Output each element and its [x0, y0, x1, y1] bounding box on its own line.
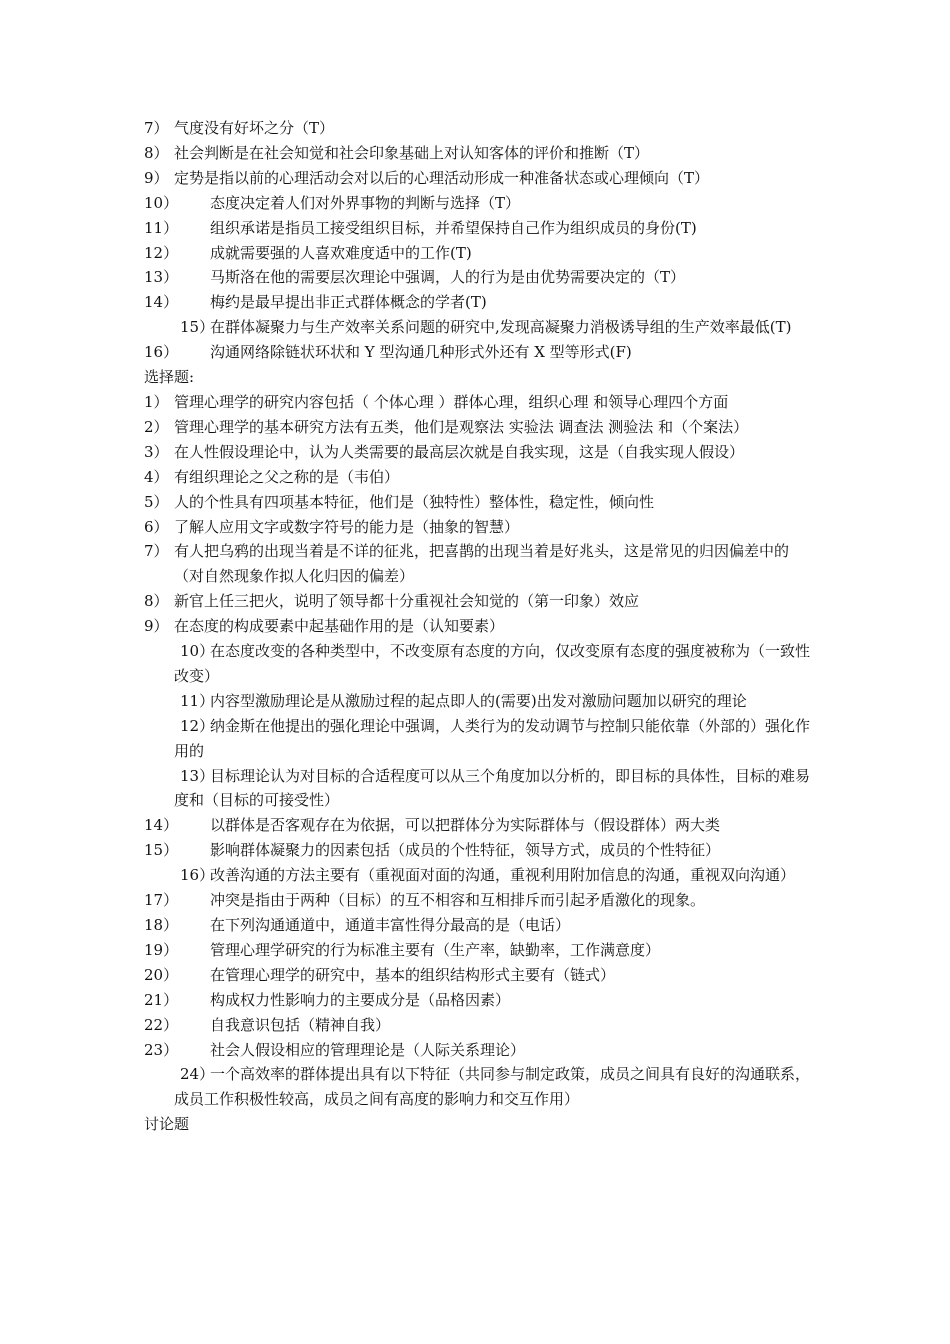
- choice-item-1: [144, 390, 812, 415]
- true-false-item-15: [144, 315, 812, 340]
- choice-item-4: [144, 465, 812, 490]
- true-false-item-12: [144, 241, 812, 266]
- item-number: 3）: [144, 442, 169, 461]
- item-text: 管理心理学的基本研究方法有五类，他们是观察法 实验法 调查法 测验法 和（个案法）: [174, 417, 749, 436]
- true-false-item-9: [144, 166, 812, 191]
- item-text: 社会人假设相应的管理理论是（人际关系理论）: [210, 1040, 526, 1059]
- item-number: 17）: [144, 891, 179, 910]
- item-number: 12）: [144, 243, 179, 262]
- item-text: 了解人应用文字或数字符号的能力是（抽象的智慧）: [174, 517, 520, 536]
- item-text: 组织承诺是指员工接受组织目标，并希望保持自己作为组织成员的身份(T): [210, 218, 697, 237]
- item-text: 定势是指以前的心理活动会对以后的心理活动形成一种准备状态或心理倾向（T）: [174, 168, 710, 187]
- item-text: 马斯洛在他的需要层次理论中强调，人的行为是由优势需要决定的（T）: [210, 268, 686, 287]
- true-false-section: [144, 116, 812, 365]
- discussion-section-heading: 讨论题: [144, 1115, 190, 1134]
- item-number: 15）: [144, 841, 179, 860]
- item-number: 23）: [144, 1040, 179, 1059]
- item-number: 7）: [144, 119, 169, 137]
- item-text: 在态度的构成要素中起基础作用的是（认知要素）: [174, 617, 505, 636]
- choice-item-23: [144, 1038, 812, 1063]
- item-number: 9）: [144, 617, 169, 636]
- item-text: 管理心理学研究的行为标准主要有（生产率，缺勤率，工作满意度）: [210, 940, 661, 959]
- item-number: 24）: [180, 1065, 215, 1084]
- true-false-item-14: [144, 290, 812, 315]
- item-number: 14）: [144, 816, 179, 835]
- choice-section-heading: 选择题:: [144, 368, 195, 387]
- choice-section: [144, 390, 812, 1112]
- item-text: 人的个性具有四项基本特征，他们是（独特性）整体性，稳定性，倾向性: [174, 492, 655, 511]
- true-false-item-16: [144, 340, 812, 365]
- choice-item-6: [144, 515, 812, 540]
- true-false-item-8: [144, 141, 812, 166]
- item-text: 在态度改变的各种类型中，不改变原有态度的方向，仅改变原有态度的强度被称为（一致性改变）: [174, 642, 811, 685]
- item-text: 新官上任三把火，说明了领导都十分重视社会知觉的（第一印象）效应: [174, 592, 640, 611]
- choice-item-19: [144, 938, 812, 963]
- item-number: 6）: [144, 517, 169, 536]
- item-number: 10）: [180, 642, 215, 661]
- choice-item-14: [144, 813, 812, 838]
- item-number: 22）: [144, 1015, 179, 1034]
- item-text: 以群体是否客观存在为依据，可以把群体分为实际群体与（假设群体）两大类: [210, 816, 721, 835]
- item-text: 态度决定着人们对外界事物的判断与选择（T）: [210, 193, 521, 212]
- item-number: 18）: [144, 916, 179, 934]
- item-text: 内容型激励理论是从激励过程的起点即人的(需要)出发对激励问题加以研究的理论: [210, 691, 747, 710]
- item-text: 冲突是指由于两种（目标）的互不相容和互相排斥而引起矛盾激化的现象。: [210, 891, 706, 910]
- item-number: 13）: [144, 268, 179, 287]
- choice-item-5: [144, 490, 812, 515]
- item-number: 9）: [144, 168, 169, 187]
- item-text: 一个高效率的群体提出具有以下特征（共同参与制定政策，成员之间具有良好的沟通联系，成员工作积极性较高，成员之间有高度的影响力和交互作用）: [174, 1065, 811, 1109]
- choice-item-10: [144, 639, 812, 689]
- choice-item-7: [144, 539, 812, 589]
- item-number: 8）: [144, 143, 169, 162]
- choice-item-24: [144, 1062, 812, 1112]
- choice-item-20: [144, 963, 812, 988]
- item-number: 10）: [144, 193, 179, 212]
- item-number: 7）: [144, 542, 169, 561]
- item-text: 有人把乌鸦的出现当着是不详的征兆，把喜鹊的出现当着是好兆头，这是常见的归因偏差中的（对自然现象作拟人化归因的偏差）: [174, 542, 790, 586]
- item-number: 12）: [180, 716, 215, 735]
- choice-item-17: [144, 888, 812, 913]
- item-text: 在人性假设理论中，认为人类需要的最高层次就是自我实现，这是（自我实现人假设）: [174, 442, 745, 461]
- item-text: 梅约是最早提出非正式群体概念的学者(T): [210, 293, 487, 312]
- choice-item-3: [144, 440, 812, 465]
- choice-item-22: [144, 1013, 812, 1038]
- item-number: 14）: [144, 293, 179, 312]
- item-text: 管理心理学的研究内容包括（ 个体心理 ）群体心理，组织心理 和领导心理四个方面: [174, 392, 729, 411]
- item-text: 沟通网络除链状环状和 Y 型沟通几种形式外还有 X 型等形式(F): [210, 343, 632, 362]
- item-number: 1）: [144, 392, 169, 411]
- item-text: 在下列沟通通道中，通道丰富性得分最高的是（电话）: [210, 916, 571, 934]
- item-text: 在群体凝聚力与生产效率关系问题的研究中,发现高凝聚力消极诱导组的生产效率最低(T): [210, 318, 792, 337]
- item-number: 16）: [144, 343, 179, 362]
- item-text: 构成权力性影响力的主要成分是（品格因素）: [210, 990, 511, 1009]
- true-false-item-10: [144, 191, 812, 216]
- choice-item-9: [144, 614, 812, 639]
- choice-item-21: [144, 988, 812, 1013]
- item-text: 改善沟通的方法主要有（重视面对面的沟通，重视利用附加信息的沟通，重视双向沟通）: [210, 866, 796, 885]
- true-false-item-13: [144, 265, 812, 290]
- true-false-item-7: [144, 116, 812, 141]
- item-number: 11）: [180, 691, 215, 710]
- choice-item-18: [144, 913, 812, 938]
- item-text: 社会判断是在社会知觉和社会印象基础上对认知客体的评价和推断（T）: [174, 143, 650, 162]
- true-false-item-11: [144, 216, 812, 241]
- item-text: 纳金斯在他提出的强化理论中强调，人类行为的发动调节与控制只能依靠（外部的）强化作用的: [174, 716, 811, 760]
- item-number: 21）: [144, 990, 179, 1009]
- item-number: 19）: [144, 940, 179, 959]
- item-text: 在管理心理学的研究中，基本的组织结构形式主要有（链式）: [210, 965, 616, 984]
- item-number: 15）: [180, 318, 215, 337]
- item-number: 8）: [144, 592, 169, 611]
- item-text: 影响群体凝聚力的因素包括（成员的个性特征，领导方式，成员的个性特征）: [210, 841, 721, 860]
- item-text: 气度没有好坏之分（T）: [174, 119, 335, 137]
- choice-item-15: [144, 838, 812, 863]
- choice-item-12: [144, 714, 812, 764]
- item-number: 11）: [144, 218, 179, 237]
- item-number: 4）: [144, 467, 169, 486]
- item-text: 目标理论认为对目标的合适程度可以从三个角度加以分析的，即目标的具体性，目标的难易度和（目标的可接受性）: [174, 766, 811, 810]
- item-number: 20）: [144, 965, 179, 984]
- choice-item-2: [144, 415, 812, 440]
- choice-item-16: [144, 863, 812, 888]
- item-number: 16）: [180, 866, 215, 885]
- item-number: 2）: [144, 417, 169, 436]
- choice-item-8: [144, 589, 812, 614]
- item-text: 成就需要强的人喜欢难度适中的工作(T): [210, 243, 472, 262]
- item-text: 自我意识包括（精神自我）: [210, 1015, 391, 1034]
- item-number: 13）: [180, 766, 215, 785]
- item-text: 有组织理论之父之称的是（韦伯）: [174, 467, 400, 486]
- choice-item-11: [144, 689, 812, 714]
- item-number: 5）: [144, 492, 169, 511]
- choice-item-13: [144, 764, 812, 814]
- document-page: [144, 116, 812, 1137]
